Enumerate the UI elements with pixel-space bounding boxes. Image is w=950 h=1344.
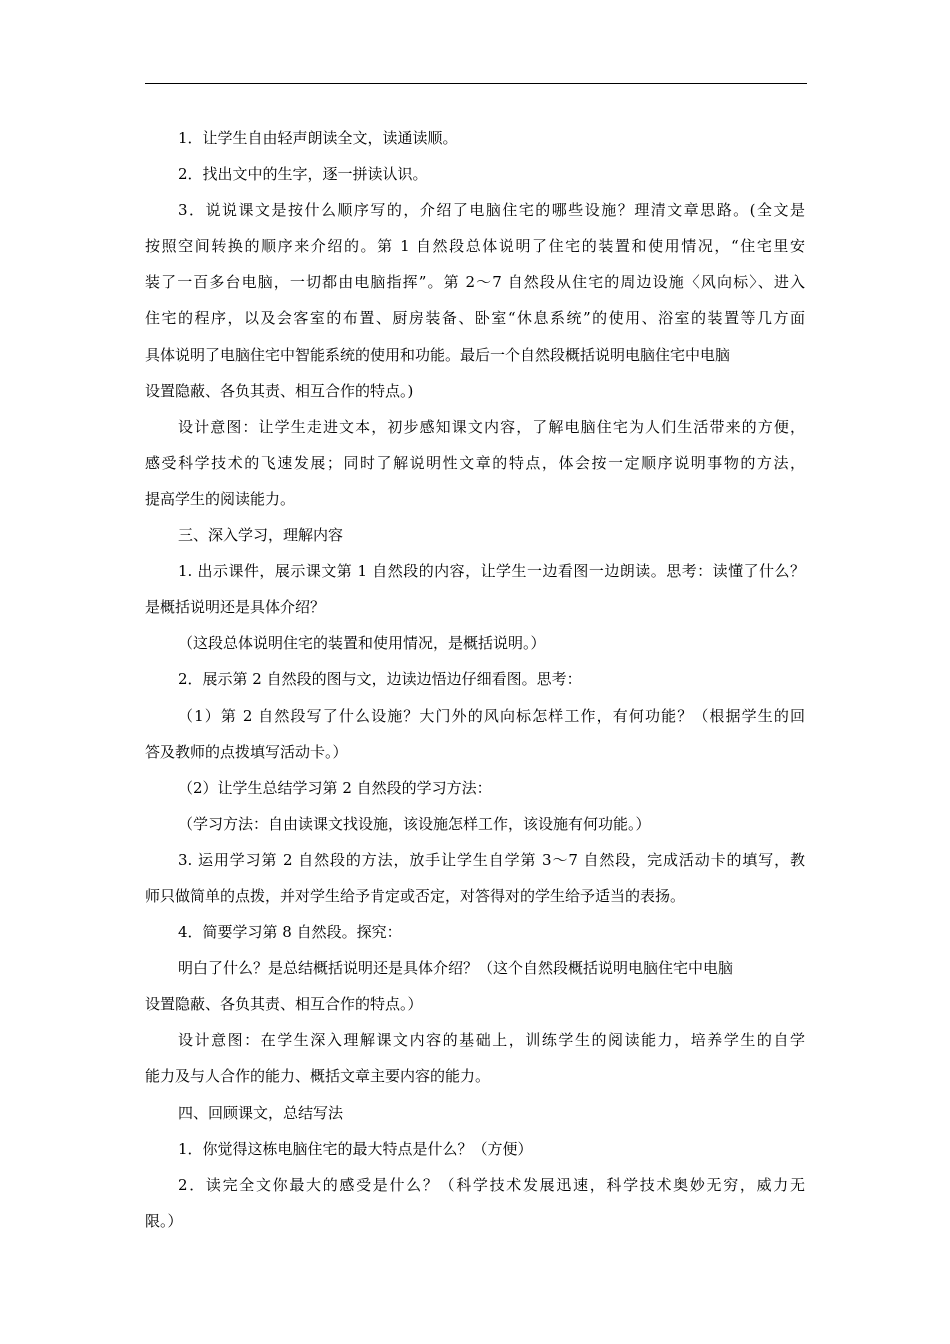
text-line: 1. 出示课件，展示课文第 1 自然段的内容，让学生一边看图一边朗读。思考：读懂了什么？ xyxy=(178,562,805,581)
text-line: 4．简要学习第 8 自然段。探究： xyxy=(178,923,402,942)
text-line: 设计意图：在学生深入理解课文内容的基础上，训练学生的阅读能力，培养学生的自学 xyxy=(178,1031,805,1050)
text-line: 3．说说课文是按什么顺序写的，介绍了电脑住宅的哪些设施？理清文章思路。(全文是 xyxy=(178,201,805,220)
text-line: 提高学生的阅读能力。 xyxy=(145,489,296,508)
text-line: （2）让学生总结学习第 2 自然段的学习方法： xyxy=(178,778,492,797)
header-rule xyxy=(145,83,807,84)
text-line: 设计意图：让学生走进文本，初步感知课文内容，了解电脑住宅为人们生活带来的方便， xyxy=(178,417,805,436)
text-line: 能力及与人合作的能力、概括文章主要内容的能力。 xyxy=(145,1067,491,1086)
text-line: 师只做简单的点拨，并对学生给予肯定或否定，对答得对的学生给予适当的表扬。 xyxy=(145,886,686,905)
text-line: 1．让学生自由轻声朗读全文，读通读顺。 xyxy=(178,129,458,147)
text-line: （1）第 2 自然段写了什么设施？大门外的风向标怎样工作，有何功能？（根据学生的回 xyxy=(178,706,805,725)
text-line: （这段总体说明住宅的装置和使用情况，是概括说明。） xyxy=(178,634,546,653)
text-line: 装了一百多台电脑，一切都由电脑指挥”。第 2～7 自然段从住宅的周边设施〈风向标〉、进入 xyxy=(145,273,805,292)
text-line: 答及教师的点拨填写活动卡。） xyxy=(145,742,348,761)
text-line: 2．找出文中的生字，逐一拼读认识。 xyxy=(178,165,428,184)
text-line: 住宅的程序，以及会客室的布置、厨房装备、卧室“休息系统”的使用、浴室的装置等几方面 xyxy=(145,309,805,328)
text-line: 2．展示第 2 自然段的图与文，边读边悟边仔细看图。思考： xyxy=(178,670,582,689)
section-heading: 四、回顾课文，总结写法 xyxy=(178,1103,344,1122)
text-line: 按照空间转换的顺序来介绍的。第 1 自然段总体说明了住宅的装置和使用情况，“住宅里安 xyxy=(145,237,805,256)
text-line: 设置隐蔽、各负其责、相互合作的特点。） xyxy=(145,995,423,1014)
text-line: 3. 运用学习第 2 自然段的方法，放手让学生自学第 3～7 自然段，完成活动卡的填写，教 xyxy=(178,850,805,869)
text-line: 设置隐蔽、各负其责、相互合作的特点。) xyxy=(145,381,414,400)
text-line: 是概括说明还是具体介绍？ xyxy=(145,598,326,617)
text-line: （学习方法：自由读课文找设施，该设施怎样工作，该设施有何功能。） xyxy=(178,814,651,833)
text-line: 感受科学技术的飞速发展；同时了解说明性文章的特点，体会按一定顺序说明事物的方法， xyxy=(145,453,805,472)
text-line: 具体说明了电脑住宅中智能系统的使用和功能。最后一个自然段概括说明电脑住宅中电脑 xyxy=(145,345,731,364)
section-heading: 三、深入学习，理解内容 xyxy=(178,526,344,545)
text-line: 1．你觉得这栋电脑住宅的最大特点是什么？（方便） xyxy=(178,1139,533,1158)
document-body xyxy=(145,120,805,1239)
text-line: 明白了什么？是总结概括说明还是具体介绍？（这个自然段概括说明电脑住宅中电脑 xyxy=(178,959,734,978)
text-line: 限。） xyxy=(145,1211,183,1230)
text-line: 2．读完全文你最大的感受是什么？（科学技术发展迅速，科学技术奥妙无穷，威力无 xyxy=(178,1175,805,1194)
